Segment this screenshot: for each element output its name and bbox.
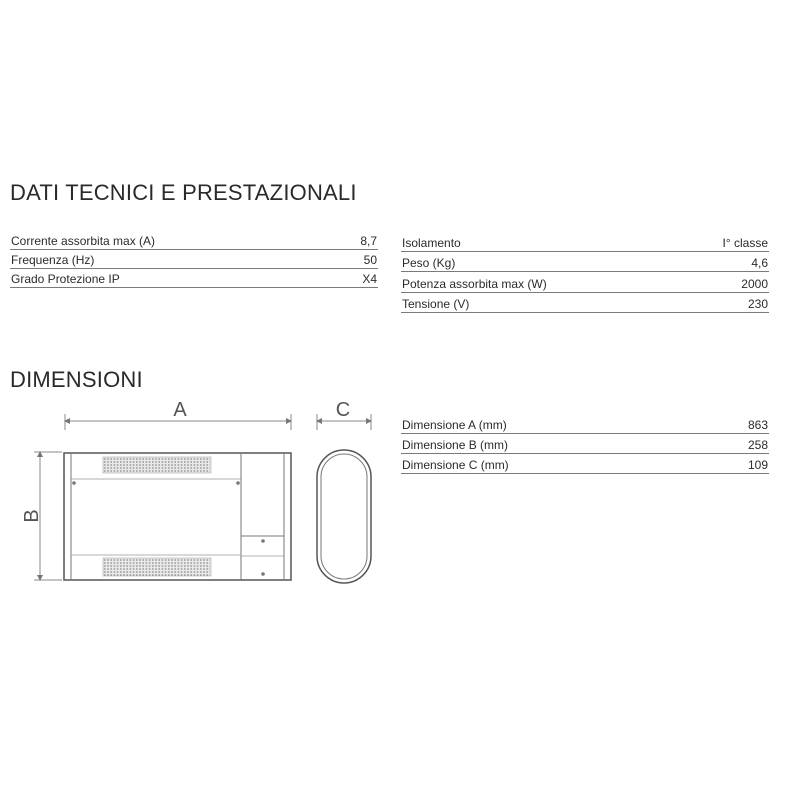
technical-data-table-left (10, 231, 378, 288)
technical-data-table-right (401, 231, 769, 313)
section-title-dimensions: DIMENSIONI (10, 367, 143, 392)
row-label: Potenza assorbita max (W) (402, 276, 547, 291)
dimension-c-label: C (335, 399, 351, 421)
row-value: 50 (363, 253, 377, 267)
row-label: Peso (Kg) (402, 256, 456, 270)
table-row (401, 434, 769, 454)
dimension-a-label: A (173, 399, 187, 421)
dimension-b-label: B (21, 509, 43, 523)
heater-front-view (64, 453, 291, 580)
row-value: X4 (362, 272, 377, 286)
table-row (401, 272, 769, 293)
row-value: 109 (747, 458, 768, 472)
row-label: Isolamento (402, 235, 461, 250)
table-row (10, 250, 378, 269)
heater-side-view (317, 450, 371, 583)
product-dimension-drawing (0, 390, 400, 600)
table-row (10, 231, 378, 250)
dimensions-table (401, 414, 769, 474)
row-value: 863 (747, 418, 768, 432)
table-row (401, 252, 769, 273)
row-value: 4,6 (751, 256, 768, 270)
table-row (10, 269, 378, 288)
table-row (401, 454, 769, 474)
row-label: Corrente assorbita max (A) (11, 234, 156, 248)
top-grille (103, 457, 211, 473)
table-row (401, 414, 769, 434)
row-label: Dimensione B (mm) (402, 438, 509, 452)
row-label: Tensione (V) (402, 297, 470, 311)
row-value: 8,7 (360, 234, 377, 248)
row-label: Grado Protezione IP (11, 272, 120, 286)
row-value: I° classe (722, 235, 768, 250)
row-label: Dimensione C (mm) (402, 458, 509, 472)
row-label: Dimensione A (mm) (402, 418, 507, 432)
table-row (401, 231, 769, 252)
row-value: 258 (747, 438, 768, 452)
row-label: Frequenza (Hz) (11, 253, 95, 267)
table-row (401, 293, 769, 314)
row-value: 230 (747, 297, 768, 311)
bottom-grille (103, 558, 211, 576)
section-title-technical-data: DATI TECNICI E PRESTAZIONALI (10, 180, 357, 205)
row-value: 2000 (741, 276, 768, 291)
